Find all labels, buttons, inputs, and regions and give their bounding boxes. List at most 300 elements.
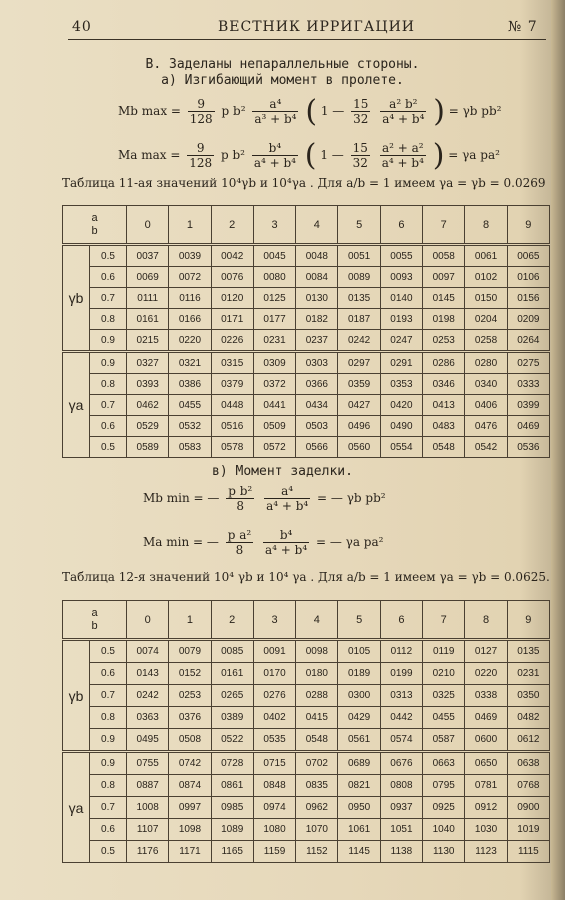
value-cell: 0102 [465,267,507,288]
value-cell: 0058 [423,245,465,267]
value-cell: 0372 [253,374,295,395]
value-cell: 0338 [465,685,507,707]
value-cell: 0288 [296,685,338,707]
value-cell: 0226 [211,330,253,352]
ab-header-cell: a b [63,601,127,640]
ab-ratio-cell: 0.7 [90,288,127,309]
value-cell: 0258 [465,330,507,352]
value-cell: 0962 [296,797,338,819]
value-cell: 0182 [296,309,338,330]
value-cell: 1019 [507,819,549,841]
fraction: $\frac{\text{p b²}}{8}$ [228,484,253,513]
value-cell: 0152 [169,663,211,685]
value-cell: 0689 [338,752,380,775]
value-cell: 0333 [507,374,549,395]
ab-ratio-cell: 0.6 [90,819,127,841]
value-cell: 0264 [507,330,549,352]
value-cell: 0143 [127,663,169,685]
value-cell: 0429 [338,707,380,729]
value-cell: 0313 [380,685,422,707]
value-cell: 0253 [423,330,465,352]
value-cell: 0715 [253,752,295,775]
value-cell: 0098 [296,640,338,663]
value-cell: 0079 [169,640,211,663]
value-cell: 0253 [169,685,211,707]
fraction: $\frac{\text{b⁴}}{\text{a⁴ + b⁴}}$ [253,141,296,170]
value-cell: 0420 [380,395,422,416]
value-cell: 0363 [127,707,169,729]
value-cell: 1107 [127,819,169,841]
formula-term: p b² [221,104,246,118]
fraction: $\frac{\text{a⁴}}{\text{a³ + b⁴}}$ [254,97,297,126]
value-cell: 0048 [296,245,338,267]
value-cell: 0781 [465,775,507,797]
value-cell: 0566 [296,437,338,458]
column-header: 6 [380,601,422,640]
value-cell: 0130 [296,288,338,309]
value-cell: 0340 [465,374,507,395]
value-cell: 0080 [253,267,295,288]
table-row [63,309,550,330]
value-cell: 1145 [338,841,380,863]
value-cell: 0297 [338,352,380,374]
column-header: 2 [211,601,253,640]
value-cell: 0346 [423,374,465,395]
value-cell: 1070 [296,819,338,841]
column-header: 9 [507,601,549,640]
value-cell: 0291 [380,352,422,374]
value-cell: 0406 [465,395,507,416]
value-cell: 0376 [169,707,211,729]
page-number: 40 [72,19,92,35]
column-header: 4 [296,601,338,640]
table-row [63,267,550,288]
value-cell: 0237 [296,330,338,352]
value-cell: 1130 [423,841,465,863]
ab-ratio-cell: 0.6 [90,416,127,437]
value-cell: 0204 [465,309,507,330]
table-row [63,775,550,797]
value-cell: 0156 [507,288,549,309]
value-cell: 0434 [296,395,338,416]
value-cell: 0276 [253,685,295,707]
value-cell: 0795 [423,775,465,797]
value-cell: 0427 [338,395,380,416]
value-cell: 0542 [465,437,507,458]
value-cell: 0912 [465,797,507,819]
value-cell: 0548 [296,729,338,752]
formula-ma-max [118,138,500,173]
value-cell: 0105 [338,640,380,663]
value-cell: 0309 [253,352,295,374]
ab-ratio-cell: 0.8 [90,374,127,395]
value-cell: 0578 [211,437,253,458]
value-cell: 0119 [423,640,465,663]
value-cell: 0509 [253,416,295,437]
value-cell: 0366 [296,374,338,395]
value-cell: 0937 [380,797,422,819]
value-cell: 0327 [127,352,169,374]
value-cell: 0587 [423,729,465,752]
value-cell: 0413 [423,395,465,416]
value-cell: 0315 [211,352,253,374]
fraction: $\frac{15}{32}$ [353,97,369,126]
value-cell: 0950 [338,797,380,819]
value-cell: 0140 [380,288,422,309]
value-cell: 0554 [380,437,422,458]
value-cell: 1040 [423,819,465,841]
value-cell: 0089 [338,267,380,288]
column-header: 8 [465,601,507,640]
value-cell: 1115 [507,841,549,863]
table-row [63,640,550,663]
value-cell: 0638 [507,752,549,775]
formula-lhs: Mb min = — [143,491,220,505]
table-row [63,841,550,863]
column-header: 1 [169,206,211,245]
value-cell: 0476 [465,416,507,437]
table-row [63,330,550,352]
value-cell: 0508 [169,729,211,752]
value-cell: 0482 [507,707,549,729]
page-spine-shadow [551,0,565,900]
value-cell: 0574 [380,729,422,752]
subsection-a-title: а) Изгибающий момент в пролете. [161,73,404,88]
formula-ma-min [143,528,383,557]
value-cell: 0441 [253,395,295,416]
paren-open: ( [304,138,317,173]
journal-title: ВЕСТНИК ИРРИГАЦИИ [218,19,416,35]
value-cell: 0220 [169,330,211,352]
table-row [63,663,550,685]
value-cell: 1171 [169,841,211,863]
group-label: γa [63,352,90,458]
value-cell: 1030 [465,819,507,841]
value-cell: 0069 [127,267,169,288]
value-cell: 1176 [127,841,169,863]
value-cell: 0170 [253,663,295,685]
table-11 [62,205,550,458]
value-cell: 0171 [211,309,253,330]
value-cell: 0085 [211,640,253,663]
value-cell: 0561 [338,729,380,752]
value-cell: 0145 [423,288,465,309]
value-cell: 0455 [169,395,211,416]
value-cell: 0768 [507,775,549,797]
table-12 [62,600,550,863]
value-cell: 0455 [423,707,465,729]
column-header: 5 [338,601,380,640]
formula-term: 1 — [320,104,345,118]
value-cell: 0997 [169,797,211,819]
value-cell: 0321 [169,352,211,374]
value-cell: 0874 [169,775,211,797]
value-cell: 0532 [169,416,211,437]
table-row [63,374,550,395]
column-header: 6 [380,206,422,245]
paren-close: ) [433,94,445,129]
column-header: 5 [338,206,380,245]
value-cell: 0925 [423,797,465,819]
value-cell: 0469 [465,707,507,729]
table-row [63,729,550,752]
formula-term: p b² [221,148,245,162]
value-cell: 1159 [253,841,295,863]
value-cell: 0112 [380,640,422,663]
value-cell: 0353 [380,374,422,395]
value-cell: 0042 [211,245,253,267]
fraction: $\frac{\text{b⁴}}{\text{a⁴ + b⁴}}$ [265,528,308,557]
value-cell: 0116 [169,288,211,309]
ab-ratio-cell: 0.7 [90,685,127,707]
table-row [63,707,550,729]
fraction: $\frac{\text{a⁴}}{\text{a⁴ + b⁴}}$ [266,484,309,513]
fraction: $\frac{15}{32}$ [352,141,368,170]
value-cell: 0583 [169,437,211,458]
value-cell: 0600 [465,729,507,752]
table-row [63,288,550,309]
table-row [63,685,550,707]
value-cell: 0469 [507,416,549,437]
formula-rhs: = — γa pa² [315,535,384,549]
column-header: 0 [127,601,169,640]
value-cell: 0835 [296,775,338,797]
value-cell: 0325 [423,685,465,707]
value-cell: 0055 [380,245,422,267]
value-cell: 0093 [380,267,422,288]
value-cell: 1165 [211,841,253,863]
value-cell: 0061 [465,245,507,267]
value-cell: 0742 [169,752,211,775]
formula-rhs: = γb pb² [448,104,502,118]
value-cell: 0535 [253,729,295,752]
value-cell: 1061 [338,819,380,841]
fraction: $\frac{9}{128}$ [189,141,213,170]
value-cell: 0389 [211,707,253,729]
value-cell: 0572 [253,437,295,458]
value-cell: 0848 [253,775,295,797]
value-cell: 0220 [465,663,507,685]
table-12-caption: Таблица 12-я значений 10⁴ γb и 10⁴ γa . Для a/b = 1 имеем γa = γb = 0.0625. [62,570,550,584]
formula-mb-max [118,94,501,129]
value-cell: 0985 [211,797,253,819]
value-cell: 0442 [380,707,422,729]
value-cell: 0303 [296,352,338,374]
ab-ratio-cell: 0.5 [90,640,127,663]
table-11-caption: Таблица 11-ая значений 10⁴γb и 10⁴γa . Для a/b = 1 имеем γa = γb = 0.0269 [62,176,546,190]
value-cell: 0350 [507,685,549,707]
value-cell: 0193 [380,309,422,330]
paren-close: ) [432,138,445,173]
column-header: 9 [507,206,549,245]
value-cell: 0887 [127,775,169,797]
value-cell: 0300 [338,685,380,707]
table-row [63,352,550,374]
table-row [63,797,550,819]
value-cell: 0166 [169,309,211,330]
value-cell: 0051 [338,245,380,267]
ab-ratio-cell: 0.6 [90,663,127,685]
value-cell: 0187 [338,309,380,330]
formula-term: 1 — [320,148,344,162]
value-cell: 1089 [211,819,253,841]
value-cell: 1008 [127,797,169,819]
value-cell: 0189 [338,663,380,685]
value-cell: 0612 [507,729,549,752]
column-header: 7 [423,206,465,245]
ab-ratio-cell: 0.5 [90,437,127,458]
value-cell: 0135 [338,288,380,309]
value-cell: 0135 [507,640,549,663]
value-cell: 0231 [507,663,549,685]
value-cell: 0483 [423,416,465,437]
value-cell: 0448 [211,395,253,416]
value-cell: 0242 [127,685,169,707]
value-cell: 0265 [211,685,253,707]
fraction: $\frac{\text{a² + a²}}{\text{a⁴ + b⁴}}$ [381,141,424,170]
table-row [63,752,550,775]
column-header: 2 [211,206,253,245]
ab-header-cell: a b [63,206,127,245]
column-header: 1 [169,601,211,640]
value-cell: 0560 [338,437,380,458]
value-cell: 0210 [423,663,465,685]
value-cell: 0516 [211,416,253,437]
value-cell: 0359 [338,374,380,395]
group-label: γb [63,640,90,752]
value-cell: 0125 [253,288,295,309]
value-cell: 0650 [465,752,507,775]
column-header: 3 [253,601,295,640]
value-cell: 0111 [127,288,169,309]
value-cell: 0161 [211,663,253,685]
value-cell: 0286 [423,352,465,374]
fraction: $\frac{\text{a² b²}}{\text{a⁴ + b⁴}}$ [382,97,425,126]
value-cell: 0548 [423,437,465,458]
value-cell: 0386 [169,374,211,395]
value-cell: 0676 [380,752,422,775]
group-label: γa [63,752,90,863]
ab-ratio-cell: 0.8 [90,309,127,330]
value-cell: 0065 [507,245,549,267]
fraction: $\frac{9}{128}$ [189,97,213,126]
value-cell: 0074 [127,640,169,663]
value-cell: 1123 [465,841,507,863]
value-cell: 0522 [211,729,253,752]
column-header: 0 [127,206,169,245]
ab-ratio-cell: 0.9 [90,752,127,775]
value-cell: 0275 [507,352,549,374]
value-cell: 0821 [338,775,380,797]
paren-open: ( [305,94,318,129]
value-cell: 1051 [380,819,422,841]
formula-lhs: Ma max = [118,148,181,162]
column-header: 8 [465,206,507,245]
formula-lhs: Ma min = — [143,535,219,549]
value-cell: 0503 [296,416,338,437]
value-cell: 0084 [296,267,338,288]
value-cell: 1098 [169,819,211,841]
value-cell: 0127 [465,640,507,663]
ab-ratio-cell: 0.9 [90,330,127,352]
column-header: 7 [423,601,465,640]
value-cell: 0589 [127,437,169,458]
value-cell: 0242 [338,330,380,352]
value-cell: 0755 [127,752,169,775]
value-cell: 1138 [380,841,422,863]
value-cell: 0974 [253,797,295,819]
value-cell: 0215 [127,330,169,352]
value-cell: 0900 [507,797,549,819]
value-cell: 0393 [127,374,169,395]
value-cell: 0039 [169,245,211,267]
value-cell: 0097 [423,267,465,288]
value-cell: 0045 [253,245,295,267]
value-cell: 1080 [253,819,295,841]
value-cell: 0462 [127,395,169,416]
value-cell: 0808 [380,775,422,797]
value-cell: 0495 [127,729,169,752]
subsection-b-title: в) Момент заделки. [212,464,353,479]
value-cell: 0150 [465,288,507,309]
value-cell: 0231 [253,330,295,352]
column-header: 3 [253,206,295,245]
ab-ratio-cell: 0.5 [90,245,127,267]
value-cell: 0663 [423,752,465,775]
table-row [63,819,550,841]
group-label: γb [63,245,90,352]
ab-ratio-cell: 0.6 [90,267,127,288]
formula-rhs: = — γb pb² [317,491,386,505]
value-cell: 0209 [507,309,549,330]
value-cell: 0180 [296,663,338,685]
section-title: В. Заделаны непараллельные стороны. [145,57,420,72]
value-cell: 0072 [169,267,211,288]
value-cell: 0177 [253,309,295,330]
issue-number: № 7 [508,19,538,35]
value-cell: 0529 [127,416,169,437]
value-cell: 0280 [465,352,507,374]
value-cell: 0199 [380,663,422,685]
value-cell: 0402 [253,707,295,729]
formula-rhs: = γa pa² [448,148,500,162]
header-rule [68,39,546,40]
ab-ratio-cell: 0.7 [90,797,127,819]
fraction: $\frac{\text{p a²}}{8}$ [227,528,252,557]
value-cell: 0106 [507,267,549,288]
value-cell: 0728 [211,752,253,775]
value-cell: 0702 [296,752,338,775]
ab-ratio-cell: 0.9 [90,352,127,374]
formula-lhs: Mb max = [118,104,181,118]
value-cell: 0091 [253,640,295,663]
ab-ratio-cell: 0.9 [90,729,127,752]
table-row [63,437,550,458]
ab-ratio-cell: 0.5 [90,841,127,863]
value-cell: 0496 [338,416,380,437]
value-cell: 0861 [211,775,253,797]
value-cell: 0161 [127,309,169,330]
value-cell: 0076 [211,267,253,288]
formula-mb-min [143,484,386,513]
ab-ratio-cell: 0.8 [90,775,127,797]
value-cell: 0399 [507,395,549,416]
ab-ratio-cell: 0.7 [90,395,127,416]
value-cell: 0536 [507,437,549,458]
value-cell: 0490 [380,416,422,437]
value-cell: 0198 [423,309,465,330]
value-cell: 0247 [380,330,422,352]
